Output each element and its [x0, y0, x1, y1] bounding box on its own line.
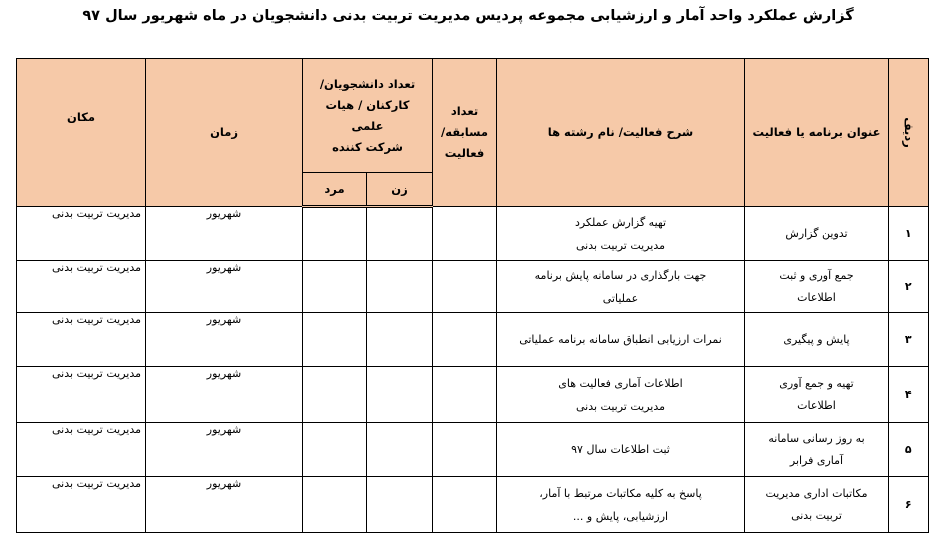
row-number-cell: ۴ [889, 367, 929, 423]
place-cell: مدیریت تربیت بدنی [17, 313, 146, 367]
place-cell: مدیریت تربیت بدنی [17, 423, 146, 477]
time-cell: شهریور [146, 367, 303, 423]
row-number-cell: ۳ [889, 313, 929, 367]
female-count-cell [367, 423, 433, 477]
table-row [17, 477, 929, 533]
male-count-cell [303, 313, 367, 367]
male-count-cell [303, 477, 367, 533]
header-time: زمان [146, 59, 303, 207]
header-male: مرد [303, 173, 367, 207]
female-count-cell [367, 367, 433, 423]
activity-cell: به روز رسانی سامانه آماری فرابر [745, 423, 889, 477]
time-cell: شهریور [146, 207, 303, 261]
table-row [17, 313, 929, 367]
row-number-cell: ۱ [889, 207, 929, 261]
header-description: شرح فعالیت/ نام رشته ها [497, 59, 745, 207]
competition-count-cell [433, 313, 497, 367]
time-cell: شهریور [146, 477, 303, 533]
activity-cell: مکاتبات اداری مدیریت تربیت بدنی [745, 477, 889, 533]
table-row [17, 367, 929, 423]
description-cell: نمرات ارزیابی انطباق سامانه برنامه عملیاتی [497, 313, 745, 367]
activity-cell: تهیه و جمع آوری اطلاعات [745, 367, 889, 423]
header-competition-count: تعداد مسابقه/ فعالیت [433, 59, 497, 207]
activity-cell: تدوین گزارش [745, 207, 889, 261]
description-cell: اطلاعات آماری فعالیت های مدیریت تربیت بدنی [497, 367, 745, 423]
male-count-cell [303, 423, 367, 477]
table-row [17, 207, 929, 261]
description-cell: جهت بارگذاری در سامانه پایش برنامه عملیاتی [497, 261, 745, 313]
female-count-cell [367, 207, 433, 261]
female-count-cell [367, 261, 433, 313]
competition-count-cell [433, 207, 497, 261]
row-number-cell: ۲ [889, 261, 929, 313]
male-count-cell [303, 207, 367, 261]
female-count-cell [367, 477, 433, 533]
row-number-cell: ۶ [889, 477, 929, 533]
place-cell: مدیریت تربیت بدنی [17, 207, 146, 261]
header-row-number: ردیف [889, 59, 929, 207]
table-row [17, 423, 929, 477]
activity-cell: جمع آوری و ثبت اطلاعات [745, 261, 889, 313]
header-activity-title: عنوان برنامه یا فعالیت [745, 59, 889, 207]
description-cell: پاسخ به کلیه مکاتبات مرتبط با آمار، ارزشیابی، پایش و ... [497, 477, 745, 533]
table-row [17, 261, 929, 313]
time-cell: شهریور [146, 423, 303, 477]
time-cell: شهریور [146, 313, 303, 367]
header-participants: تعداد دانشجویان/ کارکنان / هیات علمی شرکت کننده [303, 59, 433, 173]
activity-cell: پایش و پیگیری [745, 313, 889, 367]
place-cell: مدیریت تربیت بدنی [17, 367, 146, 423]
female-count-cell [367, 313, 433, 367]
table-body [17, 207, 929, 533]
male-count-cell [303, 261, 367, 313]
time-cell: شهریور [146, 261, 303, 313]
competition-count-cell [433, 367, 497, 423]
competition-count-cell [433, 423, 497, 477]
place-cell: مدیریت تربیت بدنی [17, 261, 146, 313]
description-cell: ثبت اطلاعات سال ۹۷ [497, 423, 745, 477]
competition-count-cell [433, 261, 497, 313]
header-female: زن [367, 173, 433, 207]
male-count-cell [303, 367, 367, 423]
header-place: مکان [17, 59, 146, 207]
report-table [16, 58, 929, 533]
place-cell: مدیریت تربیت بدنی [17, 477, 146, 533]
report-title: گزارش عملکرد واحد آمار و ارزشیابی مجموعه پردیس مدیریت تربیت بدنی دانشجویان در ماه شهریور سال ۹۷ [82, 8, 854, 24]
row-number-cell: ۵ [889, 423, 929, 477]
table-header [17, 59, 929, 207]
competition-count-cell [433, 477, 497, 533]
description-cell: تهیه گزارش عملکرد مدیریت تربیت بدنی [497, 207, 745, 261]
